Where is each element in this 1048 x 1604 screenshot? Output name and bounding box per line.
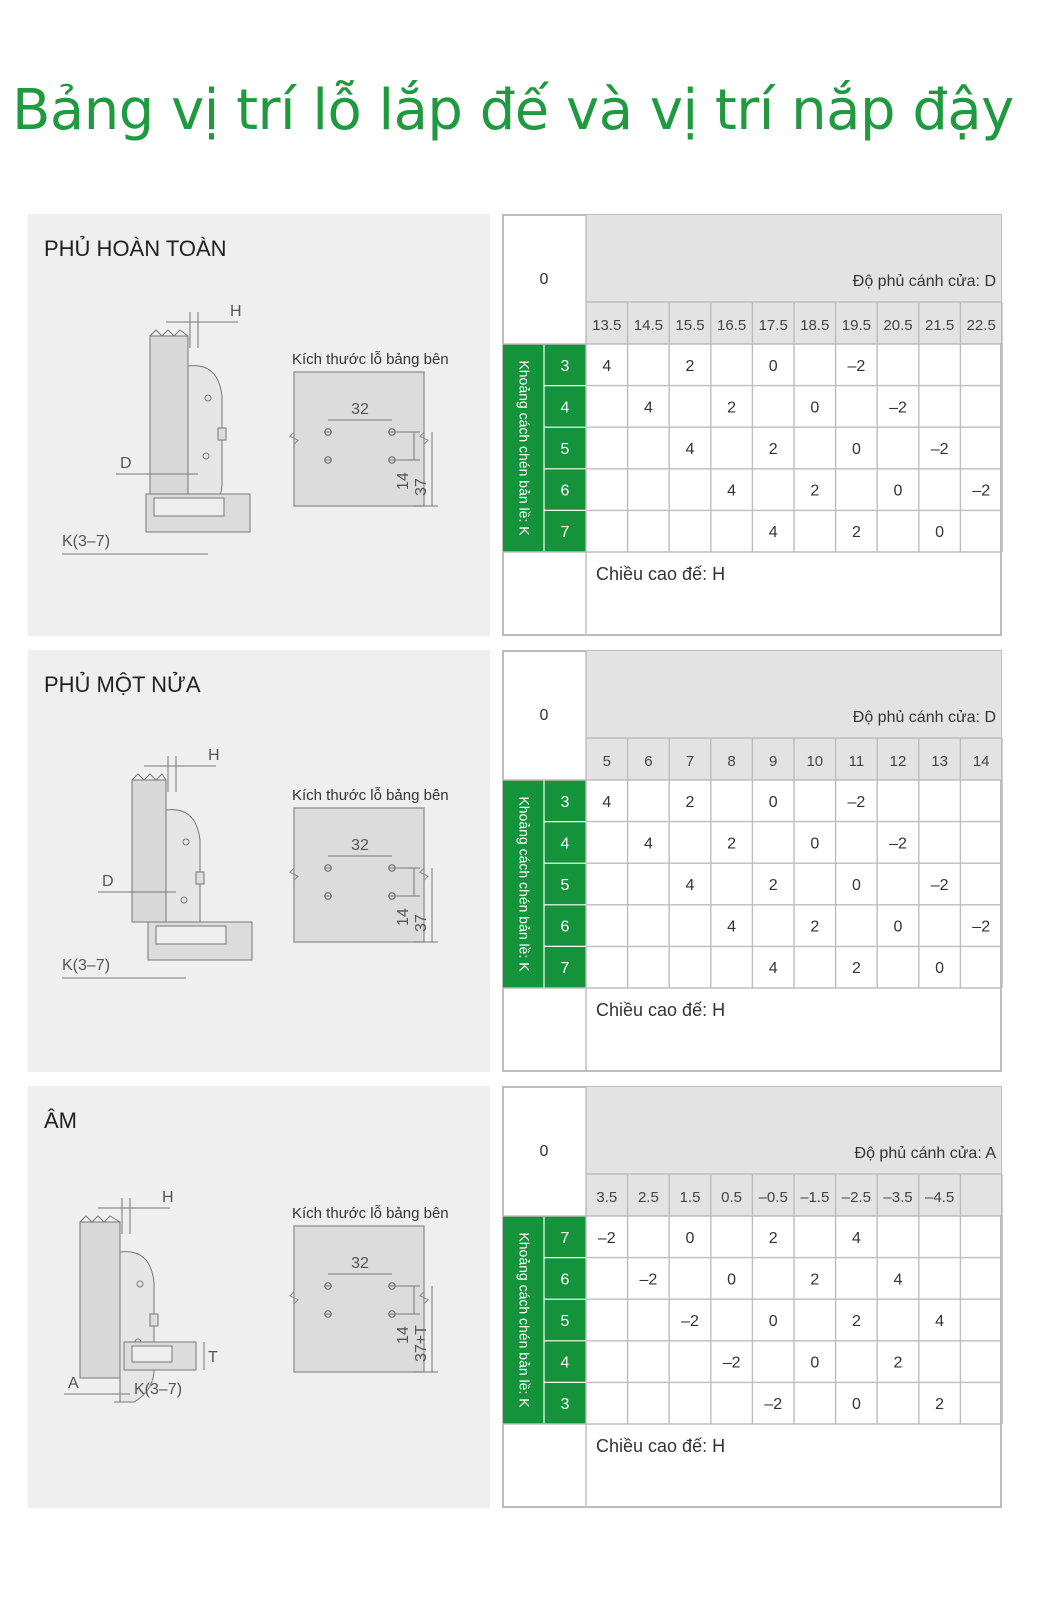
column-header: 20.5: [883, 317, 913, 334]
table-cell: 2: [727, 835, 737, 853]
table-cell: –2: [639, 1271, 658, 1289]
table-corner: 0: [539, 271, 549, 288]
dim-d: D: [102, 873, 114, 890]
table-cell: 2: [935, 1396, 945, 1414]
dim-37: 37+T: [413, 1325, 430, 1362]
table-cell: 0: [935, 960, 945, 978]
position-table: [502, 214, 1004, 636]
column-header: 2.5: [637, 1189, 659, 1206]
row-k-value: 6: [560, 918, 570, 936]
hinge-diagram: [28, 1086, 490, 1508]
column-header: 14.5: [633, 317, 664, 334]
table-cell: –2: [930, 877, 949, 894]
table-cell: –2: [847, 793, 866, 811]
adjust-screw: [150, 1314, 158, 1326]
table-cell: 2: [851, 524, 861, 542]
table-cell: –2: [764, 1396, 783, 1414]
column-header: 11: [848, 753, 865, 770]
column-header: 6: [644, 753, 653, 770]
table-footer: Chiều cao đế: H: [596, 1000, 726, 1020]
dim-32: 32: [351, 837, 369, 854]
hinge-cup: [188, 366, 222, 516]
table-cell: 2: [685, 357, 695, 375]
table-cell: 0: [685, 1229, 695, 1247]
hinge-side-view: [64, 1189, 218, 1402]
table-cell: 4: [893, 1271, 903, 1289]
table-cell: –2: [847, 357, 866, 375]
table-cell: 2: [810, 1271, 820, 1289]
dim-d: D: [120, 455, 132, 472]
adjust-screw: [218, 428, 226, 440]
column-header: 1.5: [679, 1189, 701, 1206]
column-header: 0.5: [721, 1189, 743, 1206]
hinge-cup: [120, 1252, 154, 1402]
table-cell: 0: [851, 877, 861, 894]
column-header: –1.5: [800, 1189, 830, 1206]
section-label: ÂM: [44, 1108, 77, 1133]
dim-32: 32: [351, 1255, 369, 1272]
table-cell: 4: [602, 793, 612, 811]
column-header: 3.5: [596, 1189, 618, 1206]
row-k-value: 3: [560, 357, 570, 375]
column-header: 9: [769, 753, 778, 770]
column-header: –4.5: [924, 1189, 955, 1206]
table-cell: –2: [889, 835, 907, 853]
dim-32: 32: [351, 401, 369, 418]
column-header: 5: [602, 753, 611, 770]
row-k-value: 5: [560, 1313, 570, 1330]
dim-d: A: [68, 1375, 79, 1392]
door-panel: [150, 336, 188, 504]
side-panel-plate: [294, 1226, 424, 1372]
column-header: 12: [889, 753, 907, 770]
column-header: 13.5: [592, 317, 622, 334]
section-label: PHỦ MỘT NỬA: [44, 672, 201, 697]
table-cell: 4: [685, 877, 695, 894]
dim-k: K(3–7): [62, 533, 111, 550]
dim-37: 37: [413, 478, 430, 496]
row-k-value: 3: [560, 1396, 570, 1414]
column-header: 21.5: [924, 317, 955, 334]
table-cell: 0: [810, 399, 820, 417]
table-cell: 4: [643, 835, 653, 853]
table-cell: 4: [602, 357, 612, 375]
table-cell: 0: [851, 1396, 861, 1414]
table-cell: 4: [768, 524, 778, 542]
side-label: Khoảng cách chén bản lề: K: [516, 360, 533, 536]
position-table: [502, 650, 1004, 1072]
hole-size-label: Kích thước lỗ bảng bên: [292, 351, 449, 368]
table-cell: 4: [935, 1313, 945, 1330]
column-header: 7: [685, 753, 695, 770]
table-cell: 4: [851, 1229, 861, 1247]
table-cell: 0: [727, 1271, 737, 1289]
door-panel: [132, 780, 166, 922]
mounting-plate: [154, 498, 224, 516]
column-header: 8: [727, 753, 736, 770]
table-cell: 0: [810, 1354, 820, 1372]
adjust-screw: [196, 872, 204, 884]
row-k-value: 4: [560, 835, 570, 853]
table-footer: Chiều cao đế: H: [596, 1436, 726, 1456]
column-header: 16.5: [716, 317, 747, 334]
row-k-value: 7: [560, 1229, 570, 1247]
column-header: 14: [972, 753, 990, 770]
section-half-overlay: [28, 650, 1028, 1072]
page-title: Bảng vị trí lỗ lắp đế và vị trí nắp đậy: [12, 78, 1014, 143]
row-k-value: 7: [560, 524, 570, 542]
table-cell: 4: [643, 399, 653, 417]
hole-plate-drawing: [290, 1205, 449, 1372]
table-cell: 2: [768, 1229, 778, 1247]
row-k-value: 6: [560, 482, 570, 500]
hole-plate-drawing: [290, 787, 449, 942]
table-cell: 2: [768, 877, 778, 894]
table-cell: –2: [889, 399, 907, 417]
side-label: Khoảng cách chén bản lề: K: [516, 796, 533, 972]
table-header-title: Độ phủ cánh cửa: D: [852, 273, 996, 290]
table-cell: 4: [727, 482, 737, 500]
section-label: PHỦ HOÀN TOÀN: [44, 236, 227, 261]
table-cell: –2: [722, 1354, 741, 1372]
dim-h: H: [208, 747, 220, 764]
hinge-diagram: [28, 650, 490, 1072]
table-header-title: Độ phủ cánh cửa: D: [852, 709, 996, 726]
table-cell: 0: [893, 482, 903, 500]
table-corner: 0: [539, 1143, 549, 1160]
row-k-value: 5: [560, 877, 570, 894]
table-header-title: Độ phủ cánh cửa: A: [854, 1145, 996, 1162]
hole-size-label: Kích thước lỗ bảng bên: [292, 1205, 449, 1222]
table-cell: 0: [810, 835, 820, 853]
row-k-value: 7: [560, 960, 570, 978]
door-panel: [80, 1222, 120, 1378]
section-inset: [28, 1086, 1028, 1508]
table-cell: –2: [597, 1229, 616, 1247]
table-cell: 4: [768, 960, 778, 978]
column-header: –2.5: [841, 1189, 872, 1206]
break-mark: [132, 774, 166, 780]
row-k-value: 4: [560, 1354, 570, 1372]
row-k-value: 5: [560, 441, 570, 458]
table-footer: Chiều cao đế: H: [596, 564, 726, 584]
section-full-overlay: [28, 214, 1028, 636]
dim-14: 14: [395, 1326, 412, 1344]
break-mark: [150, 330, 188, 336]
table-cell: –2: [972, 482, 991, 500]
table-cell: –2: [972, 918, 991, 936]
table-cell: 2: [851, 1313, 861, 1330]
dim-h: H: [230, 303, 242, 320]
table-cell: 0: [893, 918, 903, 936]
dim-14: 14: [395, 472, 412, 490]
hole-plate-drawing: [290, 351, 449, 506]
column-header: 19.5: [841, 317, 872, 334]
side-label: Khoảng cách chén bản lề: K: [516, 1232, 533, 1408]
column-header: 15.5: [675, 317, 705, 334]
table-cell: 0: [768, 357, 778, 375]
table-cell: 2: [810, 482, 820, 500]
row-k-value: 6: [560, 1271, 570, 1289]
column-header: 18.5: [800, 317, 830, 334]
table-cell: 2: [810, 918, 820, 936]
table-corner: 0: [539, 707, 549, 724]
column-header: 13: [931, 753, 948, 770]
table-cell: 2: [768, 441, 778, 458]
table-cell: 2: [727, 399, 737, 417]
row-k-value: 4: [560, 399, 570, 417]
column-header: 17.5: [758, 317, 788, 334]
table-cell: 4: [727, 918, 737, 936]
column-header: –0.5: [758, 1189, 788, 1206]
hinge-side-view: [62, 747, 252, 978]
table-cell: 0: [768, 1313, 778, 1330]
table-cell: 2: [685, 793, 695, 811]
table-cell: –2: [930, 441, 949, 458]
dim-k: K(3–7): [62, 957, 111, 974]
hinge-diagram: [28, 214, 490, 636]
dim-k: K(3–7): [134, 1381, 183, 1398]
mounting-plate: [132, 1346, 172, 1362]
table-cell: 2: [893, 1354, 903, 1372]
hinge-side-view: [62, 303, 250, 554]
row-k-value: 3: [560, 793, 570, 811]
table-cell: 0: [935, 524, 945, 542]
mounting-plate: [156, 926, 226, 944]
table-cell: 4: [685, 441, 695, 458]
dim-h: H: [162, 1189, 174, 1206]
hole-size-label: Kích thước lỗ bảng bên: [292, 787, 449, 804]
table-cell: –2: [681, 1313, 699, 1330]
dim-t: T: [208, 1349, 218, 1366]
table-cell: 0: [768, 793, 778, 811]
column-header: –3.5: [883, 1189, 913, 1206]
table-cell: 2: [851, 960, 861, 978]
dim-14: 14: [395, 908, 412, 926]
table-cell: 0: [851, 441, 861, 458]
dim-37: 37: [413, 914, 430, 932]
position-table: [502, 1086, 1004, 1508]
column-header: 22.5: [966, 317, 996, 334]
break-mark: [80, 1216, 120, 1222]
column-header: 10: [806, 753, 824, 770]
